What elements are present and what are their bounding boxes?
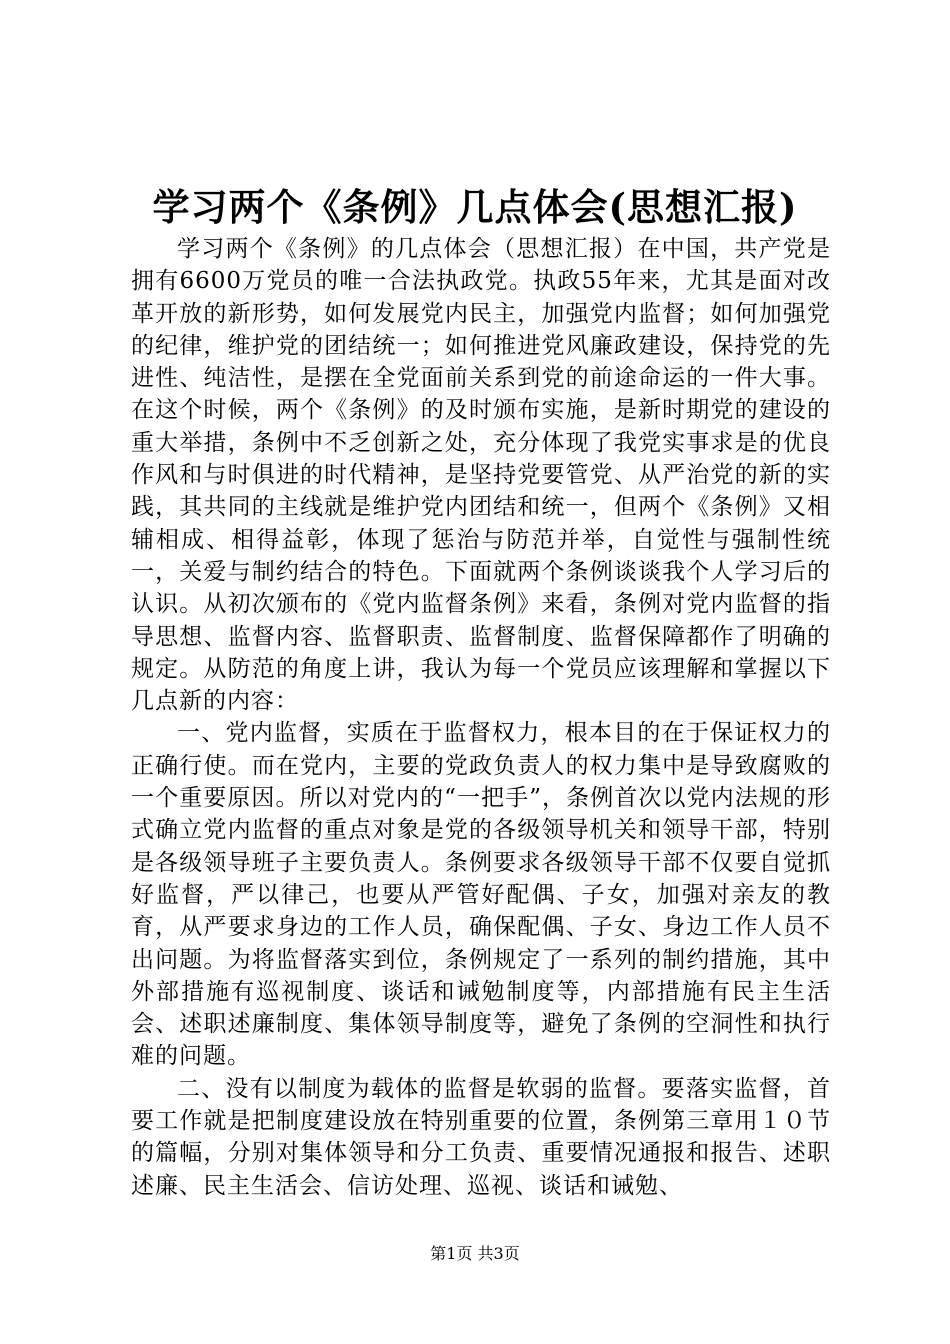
page-number: 第1页 共3页	[430, 1244, 520, 1263]
document-body	[131, 233, 831, 1202]
page-footer	[0, 1243, 950, 1265]
body-paragraph: 二、没有以制度为载体的监督是软弱的监督。要落实监督，首要工作就是把制度建设放在特别重要的位置，条例第三章用１０节的篇幅，分别对集体领导和分工负责、重要情况通报和报告、述职述廉、民主生活会、信访处理、巡视、谈话和诫勉、	[131, 1075, 831, 1199]
body-paragraph: 学习两个《条例》的几点体会（思想汇报）在中国，共产党是拥有6600万党员的唯一合法执政党。执政55年来，尤其是面对改革开放的新形势，如何发展党内民主，加强党内监督；如何加强党的纪律，维护党的团结统一；如何推进党风廉政建设，保持党的先进性、纯洁性，是摆在全党面前关系到党的前途命运的一件大事。在这个时候，两个《条例》的及时颁布实施，是新时期党的建设的重大举措，条例中不乏创新之处，充分体现了我党实事求是的优良作风和与时俱进的时代精神，是坚持党要管党、从严治党的新的实践，其共同的主线就是维护党内团结和统一，但两个《条例》又相辅相成、相得益彰，体现了惩治与防范并举，自觉性与强制性统一，关爱与制约结合的特色。下面就两个条例谈谈我个人学习后的认识。从初次颁布的《党内监督条例》来看，条例对党内监督的指导思想、监督内容、监督职责、监督制度、监督保障都作了明确的规定。从防范的角度上讲，我认为每一个党员应该理解和掌握以下几点新的内容：	[131, 236, 831, 715]
document-title: 学习两个《条例》几点体会(思想汇报)	[152, 185, 798, 229]
body-paragraph: 一、党内监督，实质在于监督权力，根本目的在于保证权力的正确行使。而在党内，主要的党政负责人的权力集中是导致腐败的一个重要原因。所以对党内的“一把手”，条例首次以党内法规的形式确立党内监督的重点对象是党的各级领导机关和领导干部，特别是各级领导班子主要负责人。条例要求各级领导干部不仅要自觉抓好监督，严以律己，也要从严管好配偶、子女，加强对亲友的教育，从严要求身边的工作人员，确保配偶、子女、身边工作人员不出问题。为将监督落实到位，条例规定了一系列的制约措施，其中外部措施有巡视制度、谈话和诫勉制度等，内部措施有民主生活会、述职述廉制度、集体领导制度等，避免了条例的空洞性和执行难的问题。	[131, 720, 831, 1070]
